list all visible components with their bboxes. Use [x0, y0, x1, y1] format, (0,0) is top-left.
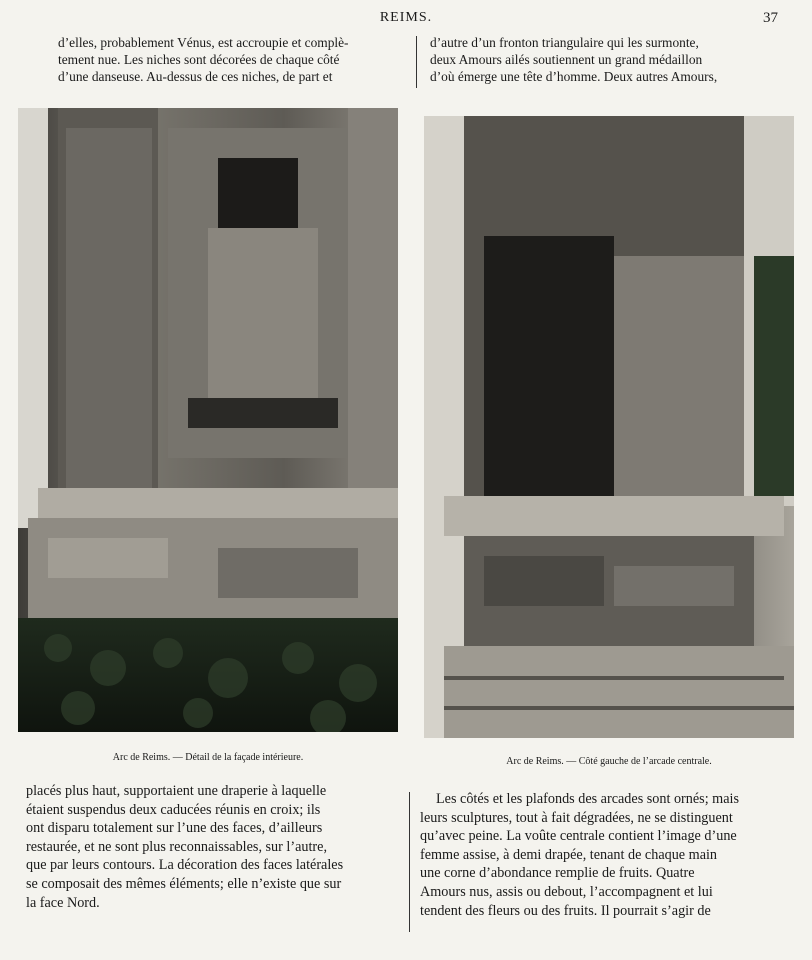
- running-title: REIMS.: [379, 10, 433, 25]
- text-line: deux Amours ailés soutiennent un grand médaillon: [430, 52, 703, 67]
- top-left-column: [58, 34, 406, 85]
- text-line: Amours nus, assis ou debout, l’accompagnent et lui: [420, 883, 713, 900]
- bottom-left-column: [26, 782, 404, 912]
- text-line: d’autre d’un fronton triangulaire qui les surmonte,: [430, 35, 699, 50]
- text-line: que par leurs contours. La décoration des faces latérales: [26, 857, 344, 874]
- text-line: placés plus haut, supportaient une draperie à laquelle: [26, 783, 327, 799]
- text-line: étaient suspendus deux caducées réunis en croix; ils: [26, 801, 321, 818]
- text-line: tement nue. Les niches sont décorées de chaque côté: [58, 52, 340, 67]
- photo-central-arcade: [424, 116, 794, 738]
- column-divider: [416, 36, 417, 88]
- running-head: [0, 8, 812, 28]
- top-right-column: [430, 34, 780, 85]
- figure-caption: Arc de Reims. — Côté gauche de l’arcade centrale.: [506, 756, 712, 767]
- column-divider: [409, 792, 410, 932]
- text-line: ont disparu totalement sur l’une des faces, d’ailleurs: [26, 820, 323, 837]
- text-line: d’elles, probablement Vénus, est accroupie et complè-: [58, 35, 349, 50]
- text-line: se composait des mêmes éléments; elle n’existe que sur: [26, 875, 342, 892]
- text-line: restaurée, et ne sont plus reconnaissables, sur l’autre,: [26, 838, 327, 855]
- text-line: la face Nord.: [26, 894, 100, 911]
- text-line: tendent des fleurs ou des fruits. Il pourrait s’agir de: [420, 902, 711, 919]
- photo-facade-detail: [18, 108, 398, 732]
- text-line: d’où émerge une tête d’homme. Deux autres Amours,: [430, 69, 718, 84]
- figure-caption: Arc de Reims. — Détail de la façade intérieure.: [112, 752, 304, 763]
- text-line: qu’avec peine. La voûte centrale contient l’image d’une: [420, 828, 737, 845]
- text-line: femme assise, à demi drapée, tenant de chaque main: [420, 846, 718, 863]
- text-line: d’une danseuse. Au-dessus de ces niches, de part et: [58, 69, 333, 84]
- bottom-right-column: [420, 790, 792, 920]
- text-line: Les côtés et les plafonds des arcades sont ornés; mais: [436, 791, 739, 807]
- text-line: une corne d’abondance remplie de fruits. Quatre: [420, 865, 695, 882]
- text-line: leurs sculptures, tout à fait dégradées, ne se distinguent: [420, 809, 733, 826]
- page-number: 37: [763, 10, 778, 26]
